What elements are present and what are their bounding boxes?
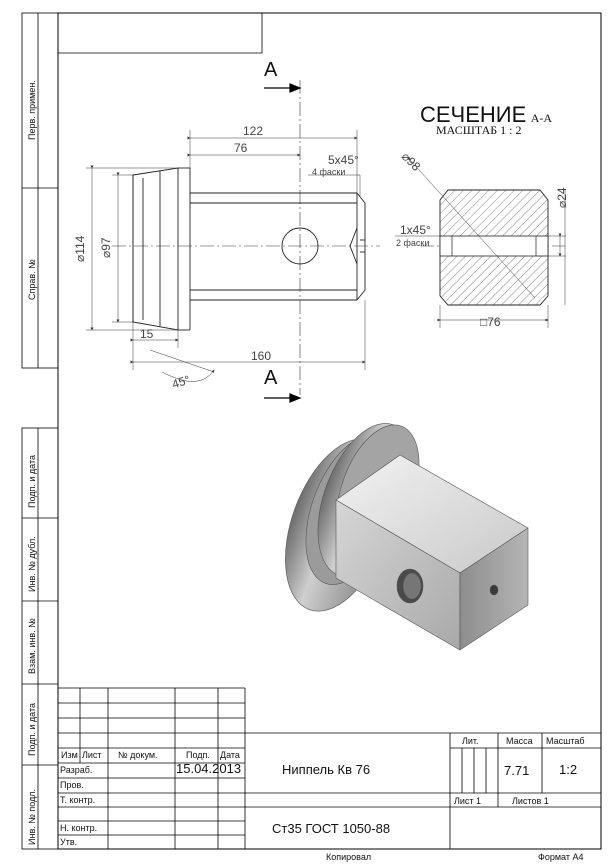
dim-chamfer-5-note: 4 фаски [312,167,346,177]
tb-lit: Лит. [462,736,479,746]
dim-angle-45: 45° [170,372,192,392]
side-label-inv-dubl: Инв. № дубл. [27,536,37,592]
dim-160: 160 [251,349,272,363]
footer-copied: Копировал [326,852,372,862]
tb-scale: 1:2 [559,762,578,777]
section-title-main: СЕЧЕНИЕ [420,102,527,127]
tb-date: Дата [220,750,240,760]
section-scale: МАСШТАБ 1 : 2 [436,123,522,137]
tb-row-nkontr: Н. контр. [60,823,98,833]
tb-material: Ст35 ГОСТ 1050-88 [272,821,391,836]
dim-chamfer-1: 1x45° [400,223,431,237]
side-label-podp-data-2: Подп. и дата [27,702,37,756]
dim-d24: ⌀24 [555,187,569,208]
tb-row-tkontr: Т. контр. [60,795,96,805]
side-label-podp-data-1: Подп. и дата [27,454,37,508]
tb-sheets: Листов 1 [512,796,549,806]
section-a-a [440,190,548,305]
tb-row-utv: Утв. [60,837,78,847]
section-title-suffix: А-А [530,111,553,125]
dim-chamfer-5: 5x45° [328,153,359,167]
tb-date-value: 15.04.2013 [176,761,242,776]
dim-d98: ⌀98 [398,149,424,174]
dim-d114: ⌀114 [73,235,87,262]
dim-chamfer-1-note: 2 фаски [396,238,430,248]
dim-76: 76 [234,141,248,155]
section-marker-top: А [264,59,278,81]
side-label-vzam-inv: Взам. инв. № [27,618,37,674]
tb-scale-label: Масштаб [546,736,585,746]
tb-sign: Подп. [186,750,210,760]
tb-row-prov: Пров. [60,780,84,790]
footer-format: Формат А4 [538,852,584,862]
dim-square-76: □76 [480,315,501,329]
tb-row-razrab: Разраб. [60,765,93,775]
tb-sheet: Лист 1 [454,796,482,806]
tb-list: Лист [82,750,102,760]
dim-d97: ⌀97 [99,237,113,258]
dim-15: 15 [140,327,154,341]
dim-122: 122 [243,124,264,138]
tb-mass: 7.71 [504,763,530,778]
side-label-inv-podl: Инв. № подл. [27,788,37,845]
side-label-sprav-no: Справ. № [27,259,37,300]
tb-izm: Изм [61,750,78,760]
side-label-perv-primen: Перв. примен. [27,80,37,140]
tb-mass-label: Масса [506,736,533,746]
tb-doc: № докум. [118,750,158,760]
tb-part-name: Ниппель Кв 76 [282,762,371,777]
section-marker-bottom: А [264,367,278,389]
